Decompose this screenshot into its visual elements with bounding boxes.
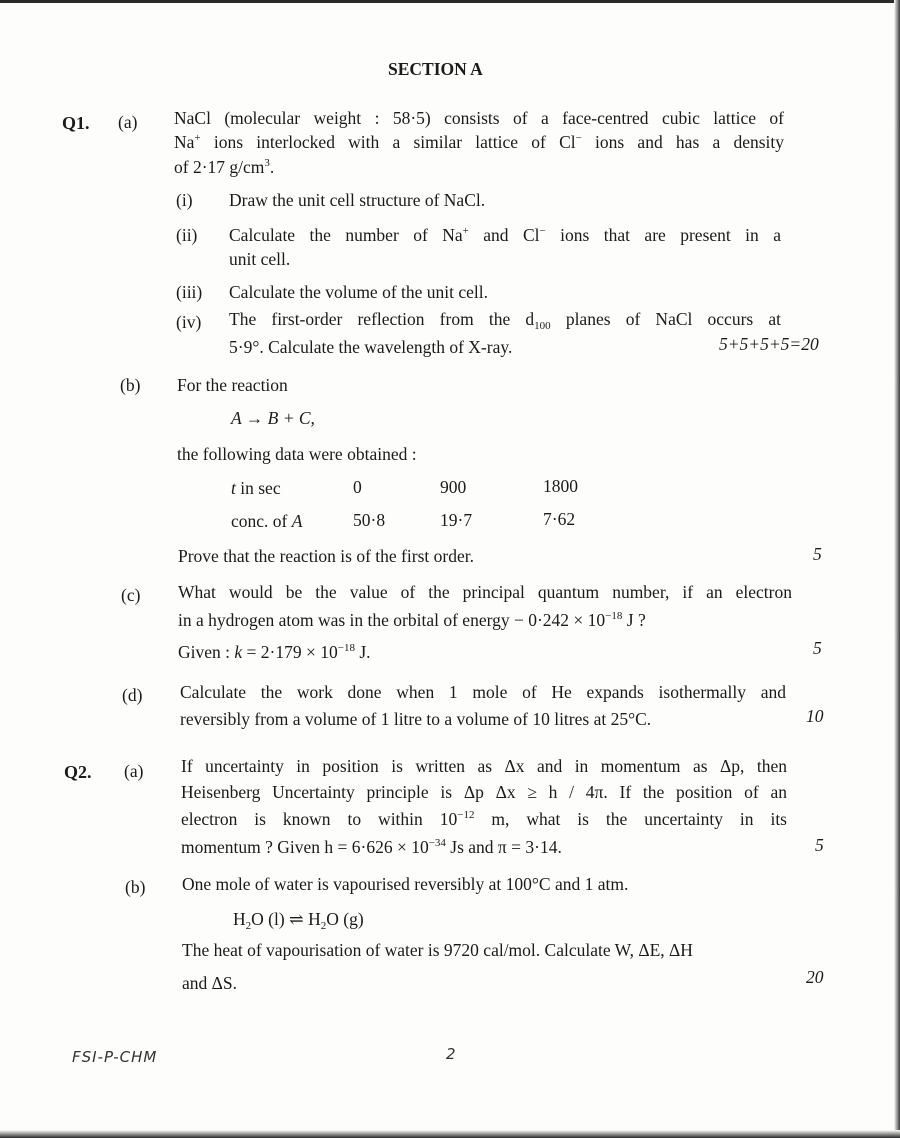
q1c-line2: in a hydrogen atom was in the orbital of energy − $0\cdot 242 \times 10^{-18}$ J ?	[178, 610, 646, 630]
q1b-reaction: A → B + C,	[231, 408, 315, 428]
q1d-marks: 10	[806, 706, 824, 726]
q1a-ii-label: (ii)	[176, 225, 198, 245]
q1d-label: (d)	[122, 685, 143, 705]
q2b-line3: and ΔS.	[182, 973, 238, 993]
table-row2-label: conc. of A	[231, 511, 303, 531]
scan-edge-right	[894, 0, 900, 1138]
q1a-iv-label: (iv)	[176, 312, 202, 332]
question-number-q1: Q1.	[62, 113, 90, 133]
q1a-iv-line2: 5·9°. Calculate the wavelength of X-ray.	[229, 337, 513, 357]
q2b-marks: 20	[806, 967, 824, 987]
q1b-prove: Prove that the reaction is of the first order.	[178, 546, 474, 566]
q1b-marks: 5	[813, 544, 822, 564]
q2a-line3: electron is known to within $10^{-12}$ m, what is the uncertainty in its	[181, 809, 787, 829]
q1c-marks: 5	[813, 638, 822, 658]
q2a-line1: If uncertainty in position is written as Δx and in momentum as Δp, then	[181, 756, 787, 776]
q1b-label: (b)	[120, 375, 141, 395]
footer-paper-code: FSI-P-CHM	[72, 1048, 158, 1066]
table-row1-label	[231, 480, 281, 498]
q1d-line1: Calculate the work done when 1 mole of He expands isothermally and	[180, 682, 786, 702]
section-title: SECTION A	[388, 59, 483, 79]
scan-edge-bottom	[0, 1130, 900, 1138]
table-row1-label-text: in sec	[235, 478, 281, 498]
q2a-marks: 5	[815, 835, 824, 855]
table-row1-value-1: 900	[440, 477, 467, 497]
table-row2-value-1: 19·7	[440, 510, 473, 530]
q2b-line1: One mole of water is vapourised reversibly at 100°C and 1 atm.	[182, 874, 629, 894]
q1a-i-text: Draw the unit cell structure of NaCl.	[229, 190, 486, 210]
q2b-equation: $H_2O$ (l) ⇌ $H_2O$ (g)	[233, 909, 364, 932]
q1a-i-label: (i)	[176, 190, 193, 210]
q2b-line2: The heat of vapourisation of water is 9720 cal/mol. Calculate W, ΔE, ΔH	[182, 940, 693, 960]
q1a-iv-line1: The first-order reflection from the $d_{100}$ planes of NaCl occurs at	[229, 309, 781, 332]
q1b-data-intro: the following data were obtained :	[177, 444, 417, 464]
q2a-label: (a)	[124, 761, 144, 781]
q1c-given: Given : $k = 2\cdot 179 \times 10^{-18}$ J.	[178, 642, 371, 662]
table-row1-value-0: 0	[353, 477, 362, 497]
table-row1-label-var: t	[231, 478, 236, 498]
q1a-line1: NaCl (molecular weight : 58·5) consists of a face-centred cubic lattice of	[174, 108, 784, 128]
q1c-line1: What would be the value of the principal quantum number, if an electron	[178, 582, 792, 602]
q1a-line2: Na+ ions interlocked with a similar lattice of Cl− ions and has a density	[174, 132, 785, 152]
table-row2-value-0: 50·8	[353, 510, 386, 530]
scan-edge-top	[0, 0, 900, 3]
q1a-iii-text: Calculate the volume of the unit cell.	[229, 282, 489, 302]
q1d-line2: reversibly from a volume of 1 litre to a volume of 10 litres at 25°C.	[180, 709, 652, 729]
q1c-label: (c)	[121, 585, 141, 605]
question-number-q2: Q2.	[64, 762, 92, 782]
table-row1-value-2: 1800	[543, 476, 578, 496]
q2a-line2: Heisenberg Uncertainty principle is Δp Δx ≥ h / 4π. If the position of an	[181, 782, 787, 802]
footer-page-number: 2	[446, 1045, 457, 1063]
q1a-iii-label: (iii)	[176, 282, 203, 302]
q1a-line3: of 2·17 $g/cm^3$.	[174, 157, 275, 177]
q2b-label: (b)	[125, 877, 146, 897]
q1b-intro: For the reaction	[177, 375, 288, 395]
q1a-ii-line2: unit cell.	[229, 249, 291, 269]
q1a-label: (a)	[118, 112, 138, 132]
q1a-ii-line1: Calculate the number of Na+ and Cl− ions that are present in a	[229, 225, 781, 245]
q1a-marks: 5+5+5+5=20	[719, 334, 819, 354]
table-row2-value-2: 7·62	[543, 509, 576, 529]
q2a-line4: momentum ? Given $h = 6\cdot 626 \times 10^{-34}$ Js and π = 3·14.	[181, 837, 562, 857]
